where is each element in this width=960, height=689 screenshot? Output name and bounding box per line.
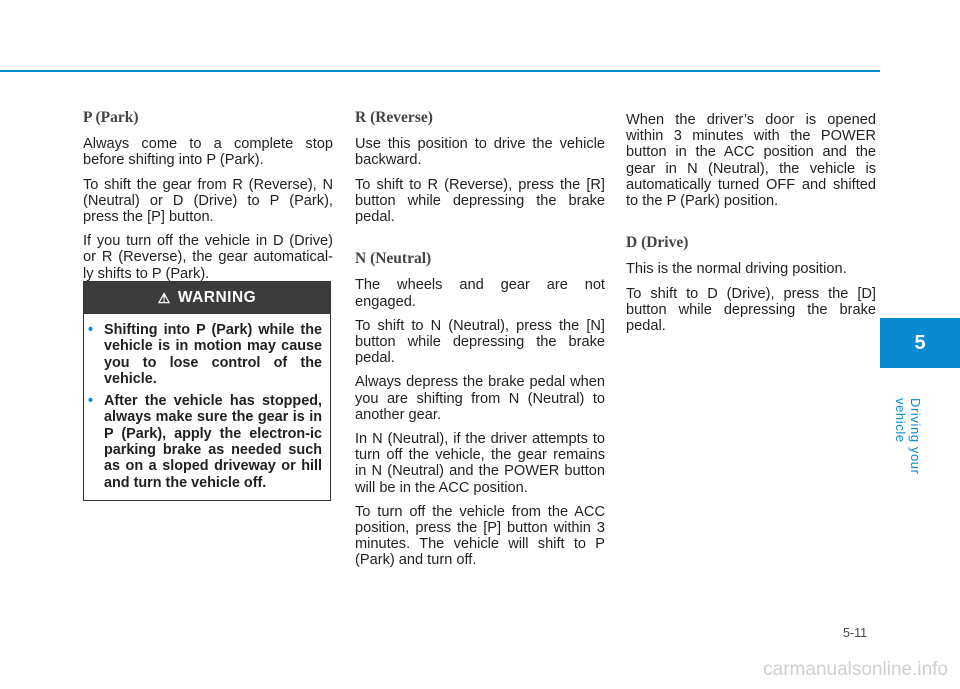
- warning-title: WARNING: [177, 289, 257, 306]
- neutral-paragraph: Always depress the brake pedal when you are shifting from N (Neutral) to another gear.: [355, 374, 605, 423]
- watermark: carmanualsonline.info: [763, 659, 948, 680]
- warning-box: [83, 281, 331, 501]
- park-paragraph: To shift the gear from R (Reverse), N (Neutral) or D (Drive) to P (Park), press the [P] button.: [83, 176, 333, 226]
- drive-paragraph: To shift to D (Drive), press the [D] button while depressing the brake pedal.: [626, 285, 876, 335]
- chapter-tab: [880, 318, 960, 368]
- warning-item: [88, 393, 322, 491]
- heading-reverse: R (Reverse): [355, 109, 433, 126]
- heading-park: P (Park): [83, 109, 139, 126]
- warning-list: [84, 314, 330, 491]
- top-rule: [0, 70, 880, 72]
- drive-paragraph: This is the normal driving position.: [626, 261, 847, 278]
- page-number: 5-11: [843, 626, 868, 640]
- reverse-paragraph: To shift to R (Reverse), press the [R] button while depressing the brake pedal.: [355, 176, 605, 226]
- neutral-paragraph: To shift to N (Neutral), press the [N] button while depressing the brake pedal.: [355, 317, 605, 367]
- column-park: [83, 110, 333, 290]
- acc-paragraph: When the driver’s door is opened within 3 minutes with the POWER button in the ACC position and the gear in N (Neutral), the vehicle is automatically turned OFF and shifted to the P (Park) position.: [626, 112, 876, 210]
- warning-item-text: After the vehicle has stopped, always make sure the gear is in P (Park), apply the electron-ic parking brake as needed such as on a sloped driveway or hill and turn the vehicle off.: [104, 393, 322, 491]
- warning-triangle-icon: ⚠: [157, 289, 171, 306]
- bullet-icon: •: [88, 322, 94, 338]
- column-drive: [626, 112, 876, 342]
- chapter-title: Driving your vehicle: [893, 398, 923, 475]
- neutral-paragraph: The wheels and gear are not engaged.: [355, 277, 605, 310]
- heading-drive: D (Drive): [626, 234, 689, 252]
- reverse-paragraph: Use this position to drive the vehicle backward.: [355, 136, 605, 169]
- column-reverse-neutral: [355, 110, 605, 577]
- neutral-paragraph: To turn off the vehicle from the ACC position, press the [P] button within 3 minutes. The vehicle will shift to P (Park) and turn off.: [355, 503, 605, 569]
- warning-item-text: Shifting into P (Park) while the vehicle is in motion may cause you to lose control of the vehicle.: [104, 322, 322, 387]
- warning-header: [84, 282, 330, 314]
- bullet-icon: •: [88, 393, 94, 410]
- park-paragraph: Always come to a complete stop before shifting into P (Park).: [83, 136, 333, 169]
- chapter-number: 5: [914, 331, 926, 354]
- park-paragraph: If you turn off the vehicle in D (Drive) or R (Reverse), the gear automatical-ly shifts to P (Park).: [83, 233, 333, 282]
- neutral-paragraph: In N (Neutral), if the driver attempts to turn off the vehicle, the gear remains in N (Neutral) and the POWER button will be in the ACC position.: [355, 431, 605, 496]
- warning-item: [88, 322, 322, 387]
- heading-neutral: N (Neutral): [355, 250, 432, 268]
